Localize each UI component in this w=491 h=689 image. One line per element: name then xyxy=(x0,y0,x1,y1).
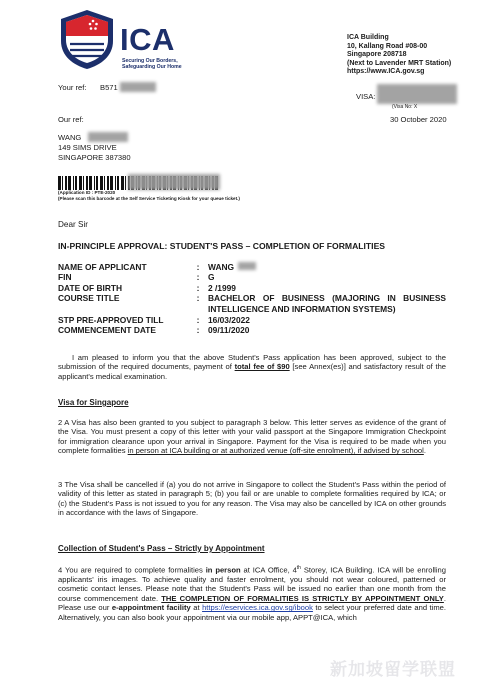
application-id: (Application ID : PTE-2020 xyxy=(58,190,116,195)
detail-label: NAME OF APPLICANT xyxy=(58,262,147,272)
detail-colon: : xyxy=(196,262,200,272)
redaction-block xyxy=(128,174,220,190)
detail-colon: : xyxy=(196,272,200,283)
detail-value: 09/11/2020 xyxy=(208,325,250,336)
intro-text: I am pleased to inform you that the above Student's Pass application has been approved, subject to the submission of the required documents, payment of xyxy=(58,353,446,372)
ica-address xyxy=(347,34,451,77)
detail-colon: : xyxy=(196,282,200,293)
paragraph-2 xyxy=(58,418,446,456)
detail-value: G xyxy=(208,272,215,283)
p4-in-person: in person xyxy=(205,565,241,575)
barcode-instruction: (Please scan this barcode at the Self Service Ticketing Kiosk for your queue ticket.) xyxy=(58,196,240,201)
detail-row xyxy=(58,262,446,272)
ica-logo xyxy=(58,8,208,78)
detail-row xyxy=(58,283,446,293)
detail-colon: : xyxy=(196,293,200,304)
collection-heading: Collection of Student's Pass – Strictly by Appointment xyxy=(58,544,265,553)
redaction-block xyxy=(377,84,457,104)
visa-no-label: (Visa No: X xyxy=(392,104,418,110)
logo-tagline-1: Securing Our Borders, xyxy=(122,58,178,64)
detail-value: WANG xyxy=(208,262,235,272)
address-line: https://www.ICA.gov.sg xyxy=(347,68,425,76)
intro-text: [see Annex(es)] and satisfactory result of the applicant's medical examination. xyxy=(58,362,447,381)
watermark: 新加坡留学联盟 xyxy=(330,660,456,679)
redaction-block xyxy=(120,82,156,92)
total-fee: total fee of $90 xyxy=(234,362,290,372)
p4-text: Storey, ICA Building. ICA will be enrolling applicants' iris images. To achieve quality and faster enrolment, you should not wear coloured, patterned or cosmetic contact lenses. Please note that the Student's Pass will be issued no earlier than one month from the course commencement date. xyxy=(58,565,446,603)
recipient-city: SINGAPORE 387380 xyxy=(58,153,131,162)
detail-row xyxy=(58,272,446,282)
p4-superscript: th xyxy=(296,565,301,571)
detail-value: 16/03/2022 xyxy=(208,315,250,326)
p4-text: at ICA Office, 4 xyxy=(240,565,297,575)
detail-row xyxy=(58,315,446,325)
letter-subject: IN-PRINCIPLE APPROVAL: STUDENT'S PASS – COMPLETION OF FORMALITIES xyxy=(58,241,386,251)
p2-text: 2 A Visa has also been granted to you subject to paragraph 3 below. This letter serves as evidence of the grant of the Visa. You must present a copy of this letter with your valid passport at the Singapore Immigration Checkpoint for immigration clearance upon your arrival in Singapore. Payment for the Visa is required to be made when you complete formalities xyxy=(58,418,446,456)
salutation: Dear Sir xyxy=(58,220,89,229)
recipient-street: 149 SIMS DRIVE xyxy=(58,143,117,152)
ica-crest-icon xyxy=(58,8,116,70)
your-ref-label: Your ref: xyxy=(58,83,87,92)
p4-text: . Please use our xyxy=(58,593,446,613)
address-line: ICA Building xyxy=(347,34,389,41)
detail-label: COURSE TITLE xyxy=(58,293,120,304)
detail-colon: : xyxy=(196,315,200,326)
redaction-block xyxy=(238,262,256,270)
address-line: Singapore 208718 xyxy=(347,51,407,59)
ibook-link[interactable]: https://eservices.ica.gov.sg/ibook xyxy=(202,603,313,613)
p4-text: 4 You are required to complete formalities xyxy=(58,565,206,575)
detail-label: FIN xyxy=(58,272,72,283)
logo-tagline-2: Safeguarding Our Home xyxy=(122,64,182,70)
detail-colon: : xyxy=(196,325,200,336)
paragraph-4 xyxy=(58,564,446,622)
p2-underlined: in person at ICA building or at authorized venue (off-site enrolment), if advised by school xyxy=(127,446,424,456)
logo-text: ICA xyxy=(120,22,175,57)
detail-row xyxy=(58,325,446,335)
detail-value: BACHELOR OF BUSINESS (MAJORING IN BUSINESS INTELLIGENCE AND INFORMATION SYSTEMS) xyxy=(208,293,446,314)
your-ref-value: B571 xyxy=(100,83,118,92)
detail-value: 2 /1999 xyxy=(208,282,236,293)
p4-text: at xyxy=(190,603,203,613)
address-line: (Next to Lavender MRT Station) xyxy=(347,59,452,67)
p4-eappointment: e-appointment facility xyxy=(111,603,191,613)
p4-text: to select your preferred date and time. Alternatively, you can also book your appointment via our mobile app, APPT@ICA, which xyxy=(58,603,446,622)
recipient-name: WANG xyxy=(58,133,82,142)
paragraph-intro xyxy=(58,353,446,381)
p4-strict-notice: THE COMPLETION OF FORMALITIES IS STRICTLY BY APPOINTMENT ONLY xyxy=(161,593,444,603)
detail-label: COMMENCEMENT DATE xyxy=(58,325,157,336)
redaction-block xyxy=(88,132,128,142)
applicant-details xyxy=(58,262,446,336)
address-line: 10, Kallang Road #08-00 xyxy=(347,42,428,50)
visa-label: VISA: xyxy=(356,92,376,101)
p2-text: . xyxy=(423,446,426,456)
detail-label: DATE OF BIRTH xyxy=(58,282,123,293)
our-ref-label: Our ref: xyxy=(58,115,84,124)
visa-heading: Visa for Singapore xyxy=(58,398,129,407)
letter-date: 30 October 2020 xyxy=(390,115,447,124)
paragraph-3: 3 The Visa shall be cancelled if (a) you do not arrive in Singapore to collect the Student's Pass within the period of validity of this letter as stated in paragraph 5; (b) you fail or are unable to complete formalities required by ICA; or (c) the Student's Pass is not issued to you for any reason. The Visa may also be cancelled by ICA on other grounds in accordance with the laws of Singapore. xyxy=(58,480,446,518)
detail-label: STP PRE-APPROVED TILL xyxy=(58,315,164,326)
detail-row xyxy=(58,293,446,315)
